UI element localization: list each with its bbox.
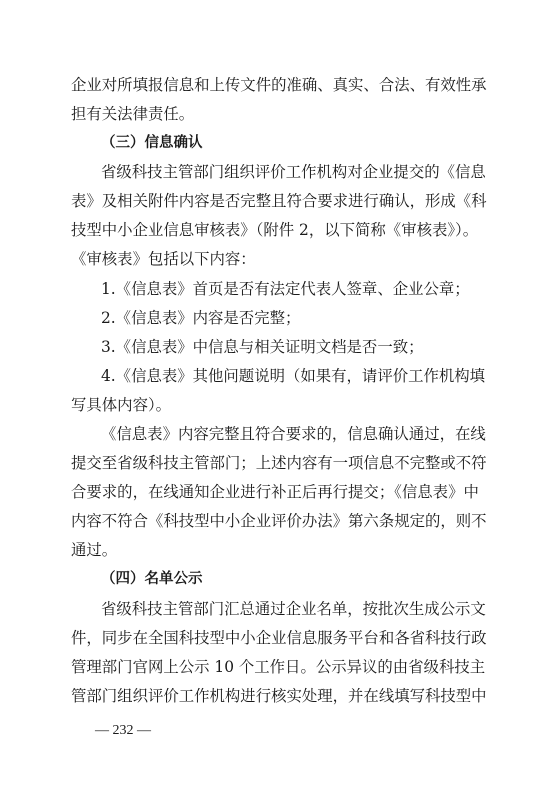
page-number: — 232 —: [95, 723, 151, 738]
list-item: 4.《信息表》其他问题说明（如果有，请评价工作机构填: [101, 367, 486, 385]
paragraph-line: 省级科技主管部门组织评价工作机构对企业提交的《信息: [101, 163, 486, 181]
paragraph-line: 《审核表》包括以下内容：: [71, 250, 256, 268]
paragraph-line: 内容不符合《科技型中小企业评价办法》第六条规定的，则不: [71, 512, 487, 530]
paragraph-line: 《信息表》内容完整且符合要求的，信息确认通过，在线: [101, 425, 486, 443]
section-heading-information-confirmation: （三）信息确认: [101, 135, 203, 151]
paragraph-line: 管理部门官网上公示 10 个工作日。公示异议的由省级科技主: [71, 658, 486, 676]
intro-line-1: 企业对所填报信息和上传文件的准确、真实、合法、有效性承: [71, 76, 487, 94]
paragraph-line: 表》及相关附件内容是否完整且符合要求进行确认，形成《科: [71, 192, 487, 210]
list-item: 1.《信息表》首页是否有法定代表人签章、企业公章；: [101, 280, 470, 298]
list-item: 3.《信息表》中信息与相关证明文档是否一致；: [101, 338, 424, 356]
paragraph-line: 合要求的，在线通知企业进行补正后再行提交；《信息表》中: [71, 483, 479, 501]
list-item-continuation: 写具体内容）。: [71, 396, 172, 414]
paragraph-line: 提交至省级科技主管部门；上述内容有一项信息不完整或不符: [71, 454, 487, 472]
paragraph-line: 管部门组织评价工作机构进行核实处理，并在线填写科技型中: [71, 687, 487, 705]
list-item: 2.《信息表》内容是否完整；: [101, 309, 301, 327]
paragraph-line: 件，同步在全国科技型中小企业信息服务平台和各省科技行政: [71, 629, 487, 647]
paragraph-line: 技型中小企业信息审核表》（附件 2，以下简称《审核表》）。: [71, 221, 479, 239]
paragraph-line: 省级科技主管部门汇总通过企业名单，按批次生成公示文: [101, 600, 486, 618]
paragraph-line: 通过。: [71, 541, 118, 559]
section-heading-list-publication: （四）名单公示: [101, 571, 203, 587]
intro-line-2: 担有关法律责任。: [71, 105, 195, 123]
